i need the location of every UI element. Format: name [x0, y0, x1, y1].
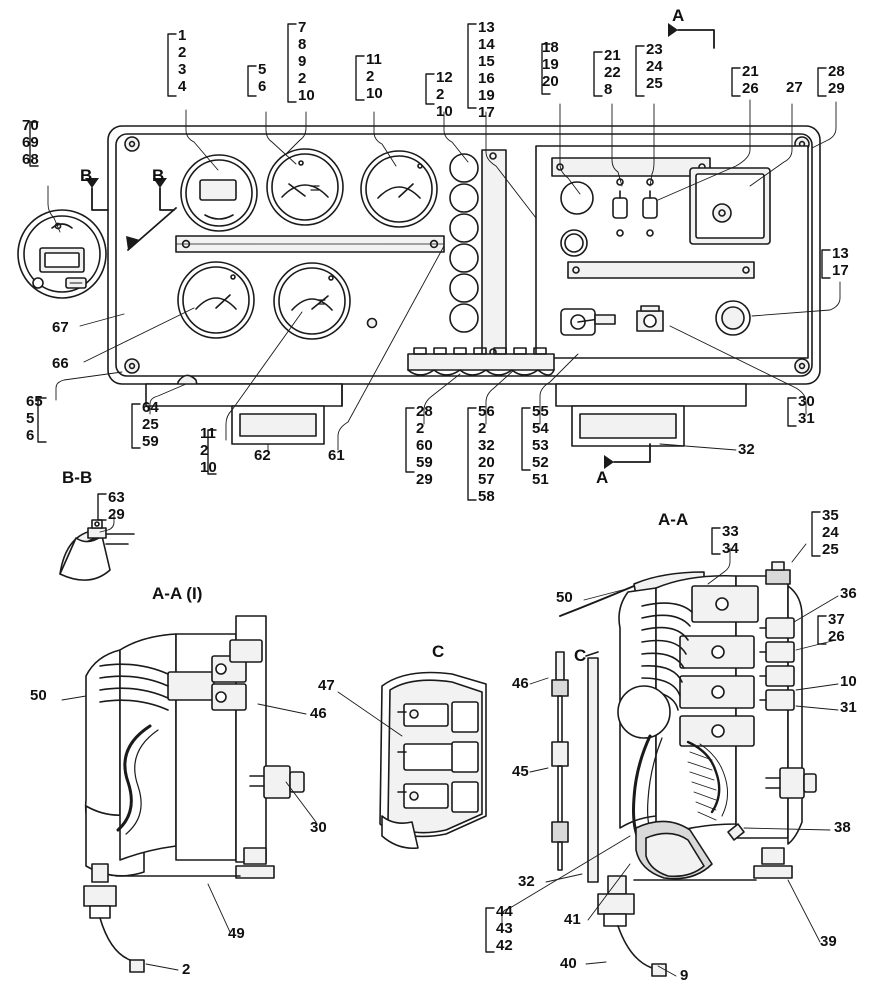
callout-24: 24: [646, 58, 663, 75]
callout-17b: 17: [832, 262, 849, 279]
callout-group-64-59: [142, 400, 159, 451]
callout-aa-31: 31: [840, 699, 857, 716]
callout-21: 21: [604, 47, 621, 64]
callout-26b: 26: [828, 628, 845, 645]
callout-23: 23: [646, 41, 663, 58]
callout-group-7-10: [298, 20, 315, 105]
callout-c-47: 47: [318, 677, 335, 694]
callout-28b: 28: [416, 403, 433, 420]
callout-15: 15: [478, 53, 495, 70]
callout-group-11-10-bottom: [200, 426, 217, 477]
callout-29b: 29: [416, 471, 433, 488]
callout-25: 25: [646, 75, 663, 92]
section-arrow-c: C: [574, 646, 587, 665]
callout-18: 18: [542, 39, 559, 56]
callout-aa-41: 41: [564, 911, 581, 928]
callout-group-63-29: [108, 490, 125, 524]
callout-57: 57: [478, 471, 495, 488]
callout-70: 70: [22, 117, 39, 134]
callout-25c: 25: [822, 541, 839, 558]
callout-68: 68: [22, 151, 39, 168]
callout-2f: 2: [416, 420, 425, 437]
callout-10: 10: [298, 87, 315, 104]
callout-group-30-31: [798, 394, 815, 428]
callout-13b: 13: [832, 245, 849, 262]
callout-63: 63: [108, 489, 125, 506]
callout-11b: 11: [200, 425, 216, 442]
callout-52: 52: [532, 454, 549, 471]
callout-25b: 25: [142, 416, 159, 433]
callout-69: 69: [22, 134, 39, 151]
section-arrow-b-right: B: [152, 166, 165, 185]
callout-35: 35: [822, 507, 839, 524]
callout-37: 37: [828, 611, 845, 628]
section-arrow-b-left: B: [80, 166, 93, 185]
view-label-c: C: [432, 642, 445, 661]
callout-aa-10: 10: [840, 673, 857, 690]
callout-5b: 5: [26, 410, 35, 427]
callout-10c: 10: [436, 103, 453, 120]
callout-aa-36: 36: [840, 585, 857, 602]
callout-59: 59: [142, 433, 159, 450]
callout-56: 56: [478, 403, 495, 420]
section-arrow-a-top: A: [672, 6, 685, 25]
callout-53: 53: [532, 437, 549, 454]
callout-aai-2: 2: [182, 961, 191, 978]
callout-32b: 32: [478, 437, 495, 454]
callout-64: 64: [142, 399, 159, 416]
callout-33: 33: [722, 523, 739, 540]
callout-22: 22: [604, 64, 621, 81]
callout-27: 27: [786, 79, 803, 96]
callout-65: 65: [26, 393, 43, 410]
callout-29c: 29: [108, 506, 125, 523]
callout-58: 58: [478, 488, 495, 505]
callout-7: 7: [298, 19, 307, 36]
callout-67: 67: [52, 319, 69, 336]
callout-24b: 24: [822, 524, 839, 541]
callout-aai-50: 50: [30, 687, 47, 704]
callout-31: 31: [798, 410, 815, 427]
view-label-aa-i: A-A (I): [152, 584, 203, 603]
callout-aa-38: 38: [834, 819, 851, 836]
callout-aa-50: 50: [556, 589, 573, 606]
callout-group-28-29: [828, 64, 845, 98]
callout-2g: 2: [478, 420, 487, 437]
view-label-aa: A-A: [658, 510, 689, 529]
callout-29: 29: [828, 80, 845, 97]
callout-51: 51: [532, 471, 549, 488]
callout-group-37-26: [828, 612, 845, 646]
callout-aai-49: 49: [228, 925, 245, 942]
callout-21b: 21: [742, 63, 759, 80]
callout-8b: 8: [604, 81, 613, 98]
callout-2b: 2: [298, 70, 307, 87]
callout-group-23-25: [646, 42, 663, 93]
callout-11: 11: [366, 51, 382, 68]
callout-34: 34: [722, 540, 739, 557]
callout-group-21-8: [604, 48, 621, 99]
callout-44: 44: [496, 903, 513, 920]
callout-group-18-20: [542, 40, 559, 91]
callout-10d: 10: [200, 459, 217, 476]
callout-60: 60: [416, 437, 433, 454]
callout-30: 30: [798, 393, 815, 410]
callout-group-5-6: [258, 62, 266, 96]
callout-group-28-29-bottom: [416, 404, 433, 489]
section-arrow-a-bottom: A: [596, 468, 609, 487]
callout-43: 43: [496, 920, 513, 937]
callout-1: 1: [178, 27, 187, 44]
callout-aa-46: 46: [512, 675, 529, 692]
callout-8: 8: [298, 36, 307, 53]
callout-4: 4: [178, 78, 187, 95]
callout-28: 28: [828, 63, 845, 80]
callout-55: 55: [532, 403, 549, 420]
callout-12: 12: [436, 69, 453, 86]
callout-group-44-42: [496, 904, 513, 955]
callout-6b: 6: [26, 427, 35, 444]
callout-26: 26: [742, 80, 759, 97]
callout-13: 13: [478, 19, 495, 36]
callout-aa-32: 32: [518, 873, 535, 890]
callout-2c: 2: [366, 68, 375, 85]
callout-17: 17: [478, 104, 495, 121]
callout-19: 19: [478, 87, 495, 104]
callout-group-13-17-right: [832, 246, 849, 280]
view-label-bb: B-B: [62, 468, 93, 487]
callout-9: 9: [298, 53, 307, 70]
callout-aai-46: 46: [310, 705, 327, 722]
callout-aa-45: 45: [512, 763, 529, 780]
callout-aa-9: 9: [680, 967, 689, 984]
callout-6: 6: [258, 78, 267, 95]
callout-59b: 59: [416, 454, 433, 471]
callout-group-35-25: [822, 508, 839, 559]
callout-62: 62: [254, 447, 271, 464]
callout-42: 42: [496, 937, 513, 954]
callout-group-13-17: [478, 20, 495, 122]
callout-group-56-58: [478, 404, 495, 506]
callout-aai-30: 30: [310, 819, 327, 836]
callout-2: 2: [178, 44, 187, 61]
callout-2d: 2: [436, 86, 445, 103]
callout-group-1-4: [178, 28, 186, 96]
callout-16: 16: [478, 70, 495, 87]
callout-19b: 19: [542, 56, 559, 73]
callout-10b: 10: [366, 85, 383, 102]
callout-aa-39: 39: [820, 933, 837, 950]
callout-54: 54: [532, 420, 549, 437]
callout-14: 14: [478, 36, 495, 53]
callout-group-33-34: [722, 524, 739, 558]
callout-group-55-51: [532, 404, 549, 489]
callout-aa-40: 40: [560, 955, 577, 972]
callout-group-11-10: [366, 52, 383, 103]
callout-20: 20: [542, 73, 559, 90]
callout-5: 5: [258, 61, 267, 78]
callout-group-12-10: [436, 70, 453, 121]
callout-61: 61: [328, 447, 345, 464]
callout-66: 66: [52, 355, 69, 372]
callout-group-70-68: [22, 118, 39, 169]
callout-3: 3: [178, 61, 187, 78]
callout-20b: 20: [478, 454, 495, 471]
callout-group-65-6: [26, 394, 43, 445]
callout-2e: 2: [200, 442, 209, 459]
callout-32: 32: [738, 441, 755, 458]
callout-group-21-26: [742, 64, 759, 98]
